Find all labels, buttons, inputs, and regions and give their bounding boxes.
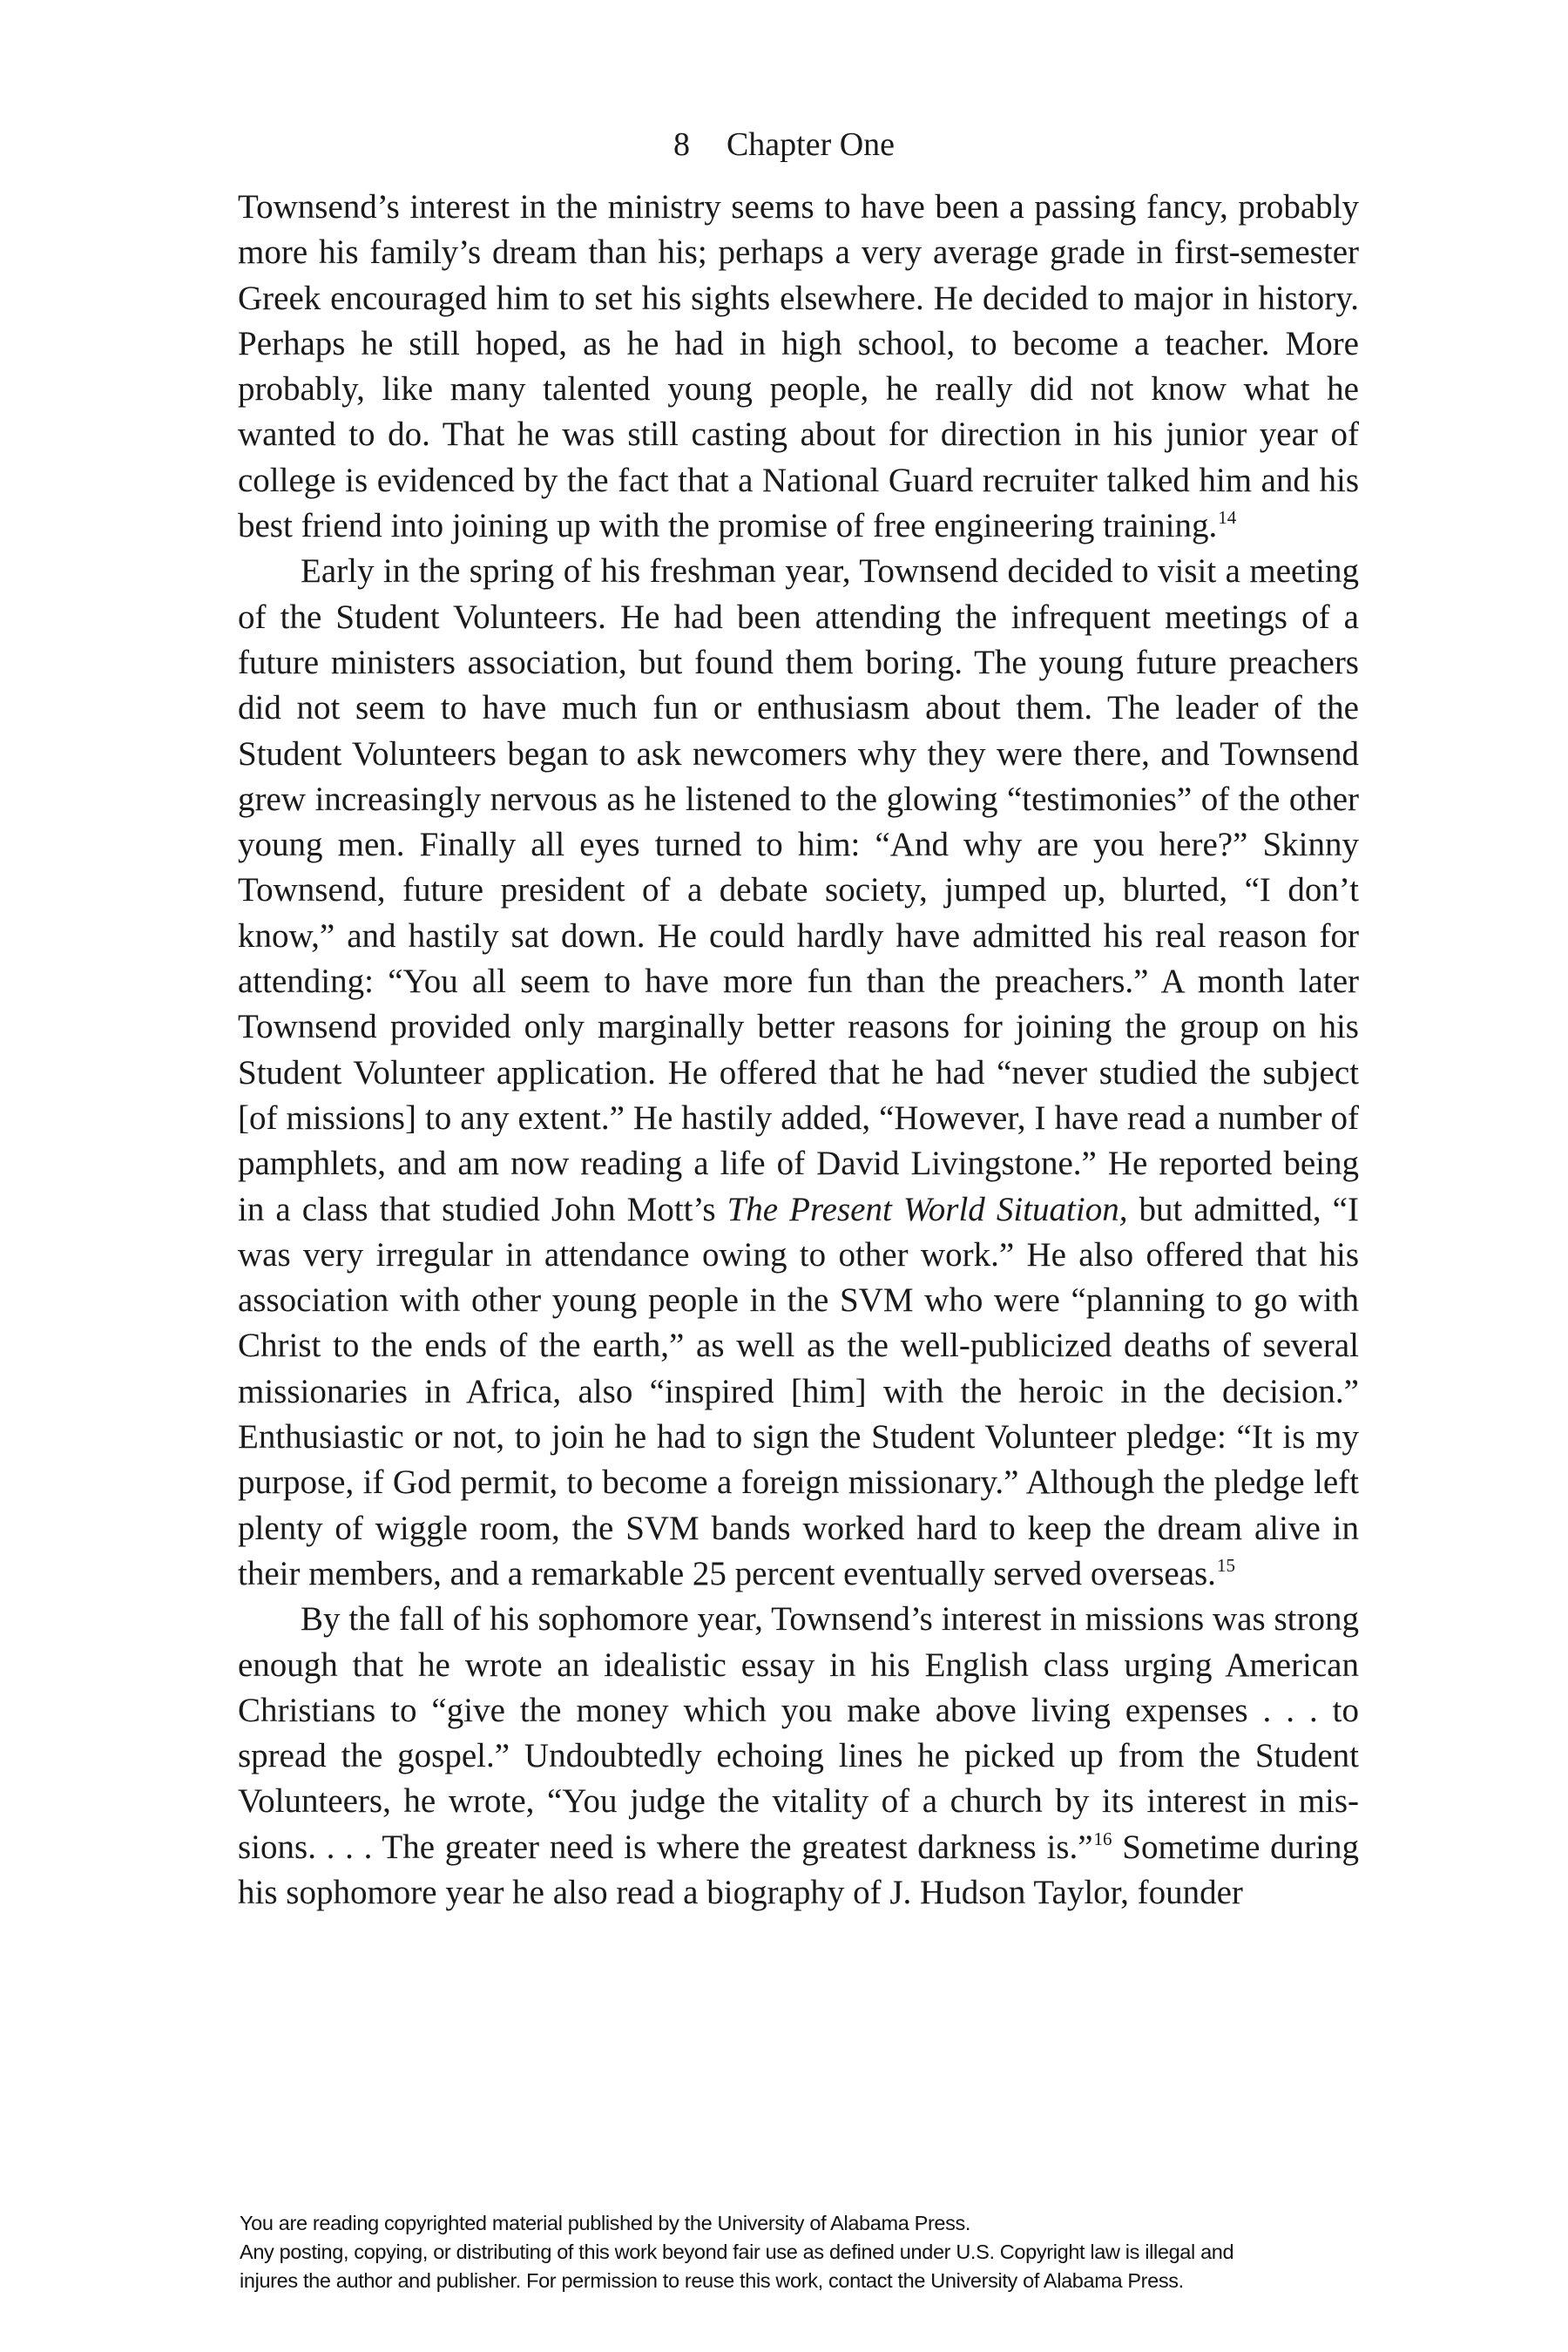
chapter-title: Chapter One: [726, 126, 896, 163]
paragraph-2-text-a: Early in the spring of his freshman year, Townsend decided to visit a meeting of the Student Volunteers. He had been attending the infrequent meetings of a future ministers association, but found them boring. The young future preachers did not seem to have much fun or enthusiasm about them. The leader of the Student Volunteers began to ask newcomers why they were there, and Townsend grew increasingly nervous as he listened to the glowing “testimonies” of the other young men. Finally all eyes turned to him: “And why are you here?” Skinny Townsend, future president of a debate society, jumped up, blurted, “I don’t know,” and hastily sat down. He could hardly have admitted his real reason for attending: “You all seem to have more fun than the preachers.” A month later Townsend provided only marginally better reasons for joining the group on his Student Volunteer application. He offered that he had “never studied the subject [of missions] to any extent.” He hastily added, “However, I have read a number of pamphlets, and am now reading a life of David Livingstone.” He reported being in a class that studied John Mott’s: [238, 552, 1359, 1228]
footnote-ref-14: 14: [1218, 507, 1237, 529]
paragraph-2: [238, 549, 1359, 1597]
paragraph-2-text-b: but admitted, “I was very irregular in attendance owing to other work.” He also offered that his association with other young people in the SVM who were “planning to go with Christ to the ends of the earth,” as well as the well-publicized deaths of several missionaries in Africa, also “inspired [him] with the heroic in the decision.” Enthusiastic or not, to join he had to sign the Student Volunteer pledge: “It is my purpose, if God permit, to become a foreign missionary.” Although the pledge left plenty of wiggle room, the SVM bands worked hard to keep the dream alive in their members, and a remarkable 25 percent eventually served overseas.: [238, 1190, 1359, 1592]
copyright-line-1: You are reading copyrighted material published by the University of Alabama Press.: [240, 2212, 971, 2234]
paragraph-3-text-b: Sometime during his sophomore year he also read a biography of J. Hudson Taylor, founder: [238, 1828, 1359, 1911]
footnote-ref-16: 16: [1093, 1828, 1112, 1849]
footnote-ref-15: 15: [1216, 1554, 1235, 1576]
paragraph-1: [238, 185, 1359, 549]
book-title-italic: The Present World Situation,: [727, 1190, 1128, 1228]
running-header: [0, 124, 1568, 166]
copyright-notice: [240, 2209, 1372, 2295]
page-number: 8: [672, 126, 690, 163]
copyright-line-2: Any posting, copying, or distributing of this work beyond fair use as defined under U.S. Copyright law is illegal and: [240, 2240, 1234, 2263]
paragraph-1-text: Townsend’s interest in the ministry seems to have been a passing fancy, probably more his family’s dream than his; perhaps a very average grade in first-semester Greek encouraged him to set his sights elsewhere. He decided to major in history. Perhaps he still hoped, as he had in high school, to become a teacher. More probably, like many talented young people, he really did not know what he wanted to do. That he was still casting about for direction in his junior year of college is evidenced by the fact that a National Guard recruiter talked him and his best friend into joining up with the promise of free engineering training.: [238, 188, 1359, 545]
paragraph-3-text-a: By the fall of his sophomore year, Townsend’s interest in missions was strong enough that he wrote an idealistic essay in his English class urging American Christians to “give the money which you make above living expenses . . . to spread the gospel.” Undoubtedly echoing lines he picked up from the Student Volunteers, he wrote, “You judge the vitality of a church by its interest in missions. . . . The greater need is where the greatest darkness is.”: [238, 1600, 1359, 1866]
body-text: [238, 185, 1359, 1916]
paragraph-3: [238, 1597, 1359, 1916]
copyright-line-3: injures the author and publisher. For permission to reuse this work, contact the University of Alabama Press.: [240, 2269, 1184, 2292]
